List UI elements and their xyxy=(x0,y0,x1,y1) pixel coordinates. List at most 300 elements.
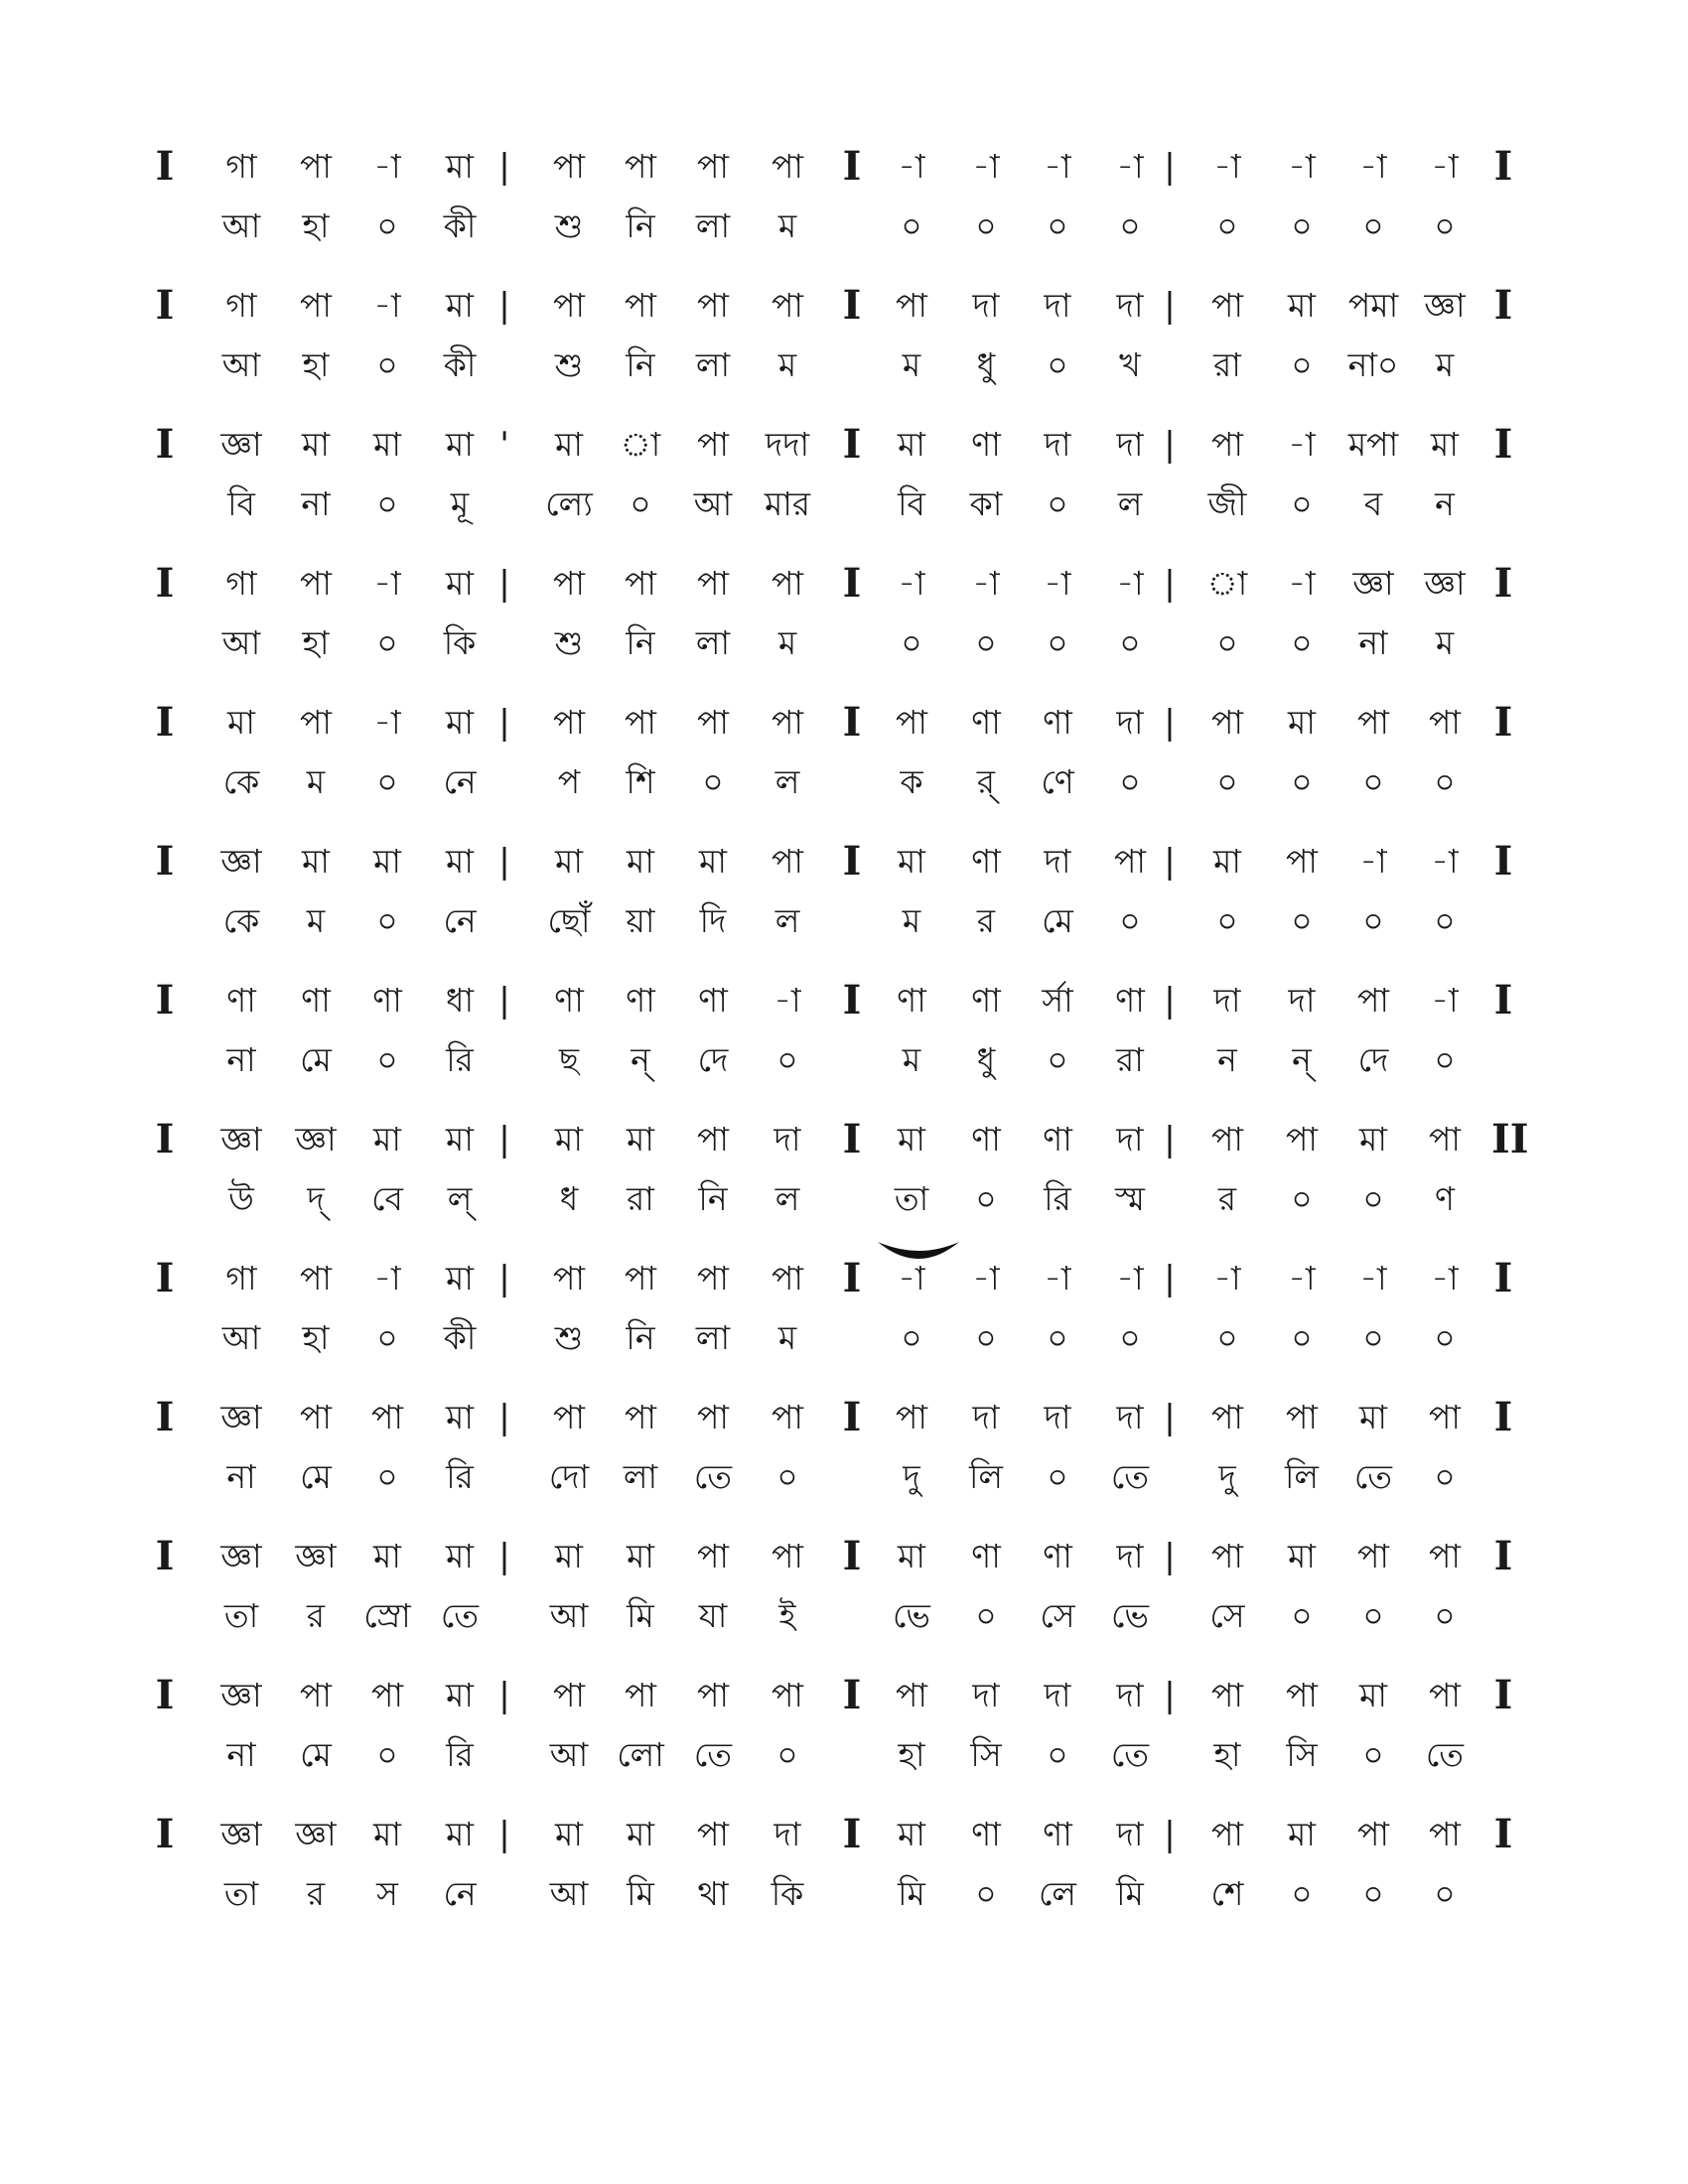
lyric-syllable: লা xyxy=(695,345,731,384)
lyric-syllable: প xyxy=(557,762,581,801)
swara-note: পা xyxy=(553,1259,585,1297)
lyric-syllable: ম xyxy=(306,762,326,801)
lyric-syllable: মে xyxy=(1042,901,1073,940)
lyric-syllable: মূ xyxy=(450,484,470,523)
lyric-syllable: ম xyxy=(902,1040,921,1079)
lyric-syllable: লা xyxy=(695,623,731,662)
section-bar: I xyxy=(155,1255,175,1301)
swara-note: পা xyxy=(1211,1676,1243,1714)
beat-bar: | xyxy=(1164,1537,1176,1576)
section-bar: I xyxy=(155,1394,175,1440)
swara-note: পা xyxy=(896,703,927,742)
swara-note: মা xyxy=(627,1815,654,1853)
lyric-syllable: ০ xyxy=(1362,206,1384,245)
swara-note: মা xyxy=(555,1120,583,1159)
swara-note: পা xyxy=(697,147,729,186)
swara-note: মা xyxy=(446,1676,474,1714)
swara-note: -া xyxy=(1044,147,1071,186)
lyric-syllable: ০ xyxy=(975,1596,997,1635)
notation-line xyxy=(0,699,1688,832)
lyric-syllable: ০ xyxy=(1362,762,1384,801)
lyric-syllable: তা xyxy=(894,1179,929,1218)
swara-note: দা xyxy=(972,1398,1000,1436)
notation-line xyxy=(0,421,1688,554)
swara-note: দা xyxy=(972,1676,1000,1714)
swara-note: পা xyxy=(697,286,729,325)
swara-note: পা xyxy=(1357,703,1389,742)
lyric-syllable: তে xyxy=(1353,1457,1393,1496)
lyric-syllable: মি xyxy=(1116,1874,1144,1913)
swara-note: -া xyxy=(1116,1259,1144,1297)
lyric-syllable: ০ xyxy=(1434,762,1456,801)
swara-note: ধা xyxy=(445,981,475,1020)
swara-note: পা xyxy=(1429,1676,1461,1714)
lyric-syllable: তে xyxy=(1425,1735,1465,1774)
swara-note: পা xyxy=(553,147,585,186)
section-bar: I xyxy=(1493,143,1513,190)
section-bar: I xyxy=(155,838,175,885)
lyric-syllable: বি xyxy=(898,484,925,523)
lyric-syllable: র xyxy=(306,1874,326,1913)
swara-note: মা xyxy=(1213,842,1241,881)
lyric-syllable: রা xyxy=(1213,345,1241,384)
lyric-syllable: নি xyxy=(626,623,655,662)
beat-bar: | xyxy=(498,1537,510,1576)
lyric-syllable: ০ xyxy=(1362,901,1384,940)
swara-note: -া xyxy=(1044,1259,1071,1297)
section-bar: I xyxy=(155,560,175,607)
swara-note: ণা xyxy=(626,981,655,1020)
lyric-syllable: তে xyxy=(1110,1735,1150,1774)
section-bar: I xyxy=(842,143,862,190)
lyric-syllable: নে xyxy=(443,1874,477,1913)
lyric-syllable: কি xyxy=(443,623,477,662)
swara-note: মা xyxy=(1288,1537,1316,1575)
lyric-syllable: ০ xyxy=(376,206,398,245)
swara-note: পা xyxy=(1429,1815,1461,1853)
lyric-syllable: হা xyxy=(302,623,330,662)
swara-note: পা xyxy=(896,1398,927,1436)
lyric-syllable: ০ xyxy=(1291,1179,1313,1218)
swara-note: মা xyxy=(446,1259,474,1297)
beat-bar: | xyxy=(1164,1398,1176,1437)
swara-note: মা xyxy=(898,425,925,464)
lyric-syllable: ধু xyxy=(976,345,996,384)
section-bar: I xyxy=(155,143,175,190)
swara-note: মা xyxy=(446,286,474,325)
lyric-syllable: আ xyxy=(549,1874,589,1913)
section-bar: I xyxy=(1493,1255,1513,1301)
swara-note: পা xyxy=(553,564,585,603)
swara-note: পা xyxy=(300,1398,332,1436)
swara-note: ণা xyxy=(372,981,402,1020)
swara-note: পা xyxy=(625,286,656,325)
lyric-syllable: র xyxy=(306,1596,326,1635)
lyric-syllable: ০ xyxy=(1047,1040,1068,1079)
lyric-syllable: ধু xyxy=(976,1040,996,1079)
lyric-syllable: রা xyxy=(627,1179,654,1218)
swara-note: পা xyxy=(1429,1120,1461,1159)
lyric-syllable: ০ xyxy=(1216,1318,1238,1357)
notation-line xyxy=(0,1255,1688,1388)
lyric-syllable: নি xyxy=(626,206,655,245)
lyric-syllable: দে xyxy=(697,1040,729,1079)
lyric-syllable: না xyxy=(226,1040,256,1079)
lyric-syllable: ০ xyxy=(1362,1874,1384,1913)
lyric-syllable: ব xyxy=(1363,484,1383,523)
section-bar: I xyxy=(155,1811,175,1857)
swara-note: ণা xyxy=(971,842,1001,881)
beat-bar: | xyxy=(498,1815,510,1854)
beat-bar: | xyxy=(498,147,510,187)
lyric-syllable: ম xyxy=(1435,623,1455,662)
lyric-syllable: ০ xyxy=(376,1735,398,1774)
swara-note: পা xyxy=(1286,1676,1318,1714)
lyric-syllable: ০ xyxy=(1047,206,1068,245)
swara-note: পা xyxy=(625,1676,656,1714)
section-bar: I xyxy=(842,421,862,468)
swara-note: পা xyxy=(300,703,332,742)
lyric-syllable: সে xyxy=(1209,1596,1245,1635)
swara-note: পা xyxy=(553,286,585,325)
beat-bar: | xyxy=(1164,147,1176,187)
lyric-syllable: ল xyxy=(774,901,800,940)
section-bar: I xyxy=(1493,1672,1513,1718)
swara-note: -া xyxy=(1213,1259,1241,1297)
lyric-syllable: ম xyxy=(902,901,921,940)
beat-bar: | xyxy=(1164,1120,1176,1160)
section-bar: I xyxy=(1493,699,1513,746)
swara-note: পা xyxy=(772,1398,803,1436)
lyric-syllable: ০ xyxy=(1047,1457,1068,1496)
swara-note: র্সা xyxy=(1042,981,1073,1020)
beat-bar: | xyxy=(498,1676,510,1715)
lyric-syllable: নে xyxy=(443,762,477,801)
swara-note: -া xyxy=(1431,842,1459,881)
swara-note: জ্ঞা xyxy=(220,842,262,881)
slur-mark xyxy=(874,1236,963,1272)
lyric-syllable: ০ xyxy=(376,1040,398,1079)
swara-note: পা xyxy=(300,286,332,325)
lyric-syllable: স্রো xyxy=(363,1596,411,1635)
lyric-syllable: ল xyxy=(774,1179,800,1218)
beat-bar: | xyxy=(1164,981,1176,1021)
lyric-syllable: দ্ xyxy=(307,1179,325,1218)
lyric-syllable: ০ xyxy=(1216,206,1238,245)
lyric-syllable: ০ xyxy=(1291,1318,1313,1357)
swara-note: ণা xyxy=(226,981,256,1020)
swara-note: -া xyxy=(898,1259,925,1297)
section-bar: I xyxy=(842,1255,862,1301)
swara-note: ণা xyxy=(554,981,584,1020)
lyric-syllable: ০ xyxy=(1119,623,1141,662)
lyric-syllable: ০ xyxy=(376,623,398,662)
section-bar: I xyxy=(842,977,862,1024)
lyric-syllable: না xyxy=(1358,623,1388,662)
lyric-syllable: ০ xyxy=(1216,762,1238,801)
lyric-syllable: ম xyxy=(777,623,797,662)
lyric-syllable: মি xyxy=(898,1874,925,1913)
lyric-syllable: ন xyxy=(1217,1040,1237,1079)
lyric-syllable: র xyxy=(1217,1179,1237,1218)
lyric-syllable: ম xyxy=(306,901,326,940)
lyric-syllable: লি xyxy=(968,1457,1004,1496)
swara-note: জ্ঞা xyxy=(1352,564,1394,603)
swara-note: দা xyxy=(1116,286,1144,325)
lyric-syllable: ক xyxy=(900,762,923,801)
lyric-syllable: র xyxy=(976,901,996,940)
swara-note: জ্ঞা xyxy=(220,1398,262,1436)
lyric-syllable: ০ xyxy=(975,1179,997,1218)
swara-note: পা xyxy=(625,1259,656,1297)
swara-note: -া xyxy=(373,564,401,603)
lyric-syllable: দো xyxy=(548,1457,590,1496)
swara-note: দা xyxy=(1116,1120,1144,1159)
lyric-syllable: ০ xyxy=(1291,623,1313,662)
section-bar: I xyxy=(842,838,862,885)
lyric-syllable: ০ xyxy=(630,484,651,523)
swara-note: দা xyxy=(1116,703,1144,742)
swara-note: মা xyxy=(302,425,330,464)
section-bar: I xyxy=(1493,1394,1513,1440)
section-bar: I xyxy=(842,282,862,329)
swara-note: পা xyxy=(1286,1398,1318,1436)
notation-line xyxy=(0,1672,1688,1805)
lyric-syllable: ০ xyxy=(1291,762,1313,801)
beat-bar: | xyxy=(498,703,510,743)
lyric-syllable: আ xyxy=(693,484,733,523)
swara-note: পা xyxy=(300,1259,332,1297)
lyric-syllable: ০ xyxy=(975,1318,997,1357)
beat-bar: ' xyxy=(499,425,509,465)
section-bar: I xyxy=(1493,421,1513,468)
swara-note: মা xyxy=(1288,1815,1316,1853)
swara-note: পা xyxy=(1429,1398,1461,1436)
lyric-syllable: লা xyxy=(695,1318,731,1357)
lyric-syllable: বে xyxy=(371,1179,403,1218)
lyric-syllable: হা xyxy=(898,1735,925,1774)
swara-note: পা xyxy=(1357,1537,1389,1575)
swara-note: ণা xyxy=(301,981,331,1020)
lyric-syllable: সি xyxy=(1286,1735,1318,1774)
swara-note: -া xyxy=(1288,147,1316,186)
lyric-syllable: ০ xyxy=(1119,206,1141,245)
swara-note: মা xyxy=(446,425,474,464)
lyric-syllable: কে xyxy=(222,901,260,940)
swara-note: পা xyxy=(1211,703,1243,742)
swara-note: পা xyxy=(772,842,803,881)
section-bar: I xyxy=(842,560,862,607)
lyric-syllable: ন্ xyxy=(631,1040,650,1079)
swara-note: পা xyxy=(772,703,803,742)
swara-note: দা xyxy=(1044,842,1071,881)
beat-bar: | xyxy=(498,1398,510,1437)
swara-note: ণা xyxy=(971,1120,1001,1159)
notation-line xyxy=(0,1533,1688,1666)
swara-note: -া xyxy=(1213,147,1241,186)
lyric-syllable: য়া xyxy=(626,901,655,940)
lyric-syllable: ০ xyxy=(901,623,922,662)
lyric-syllable: ০ xyxy=(1291,484,1313,523)
lyric-syllable: ০ xyxy=(1291,206,1313,245)
lyric-syllable: শি xyxy=(626,762,655,801)
lyric-syllable: ০ xyxy=(1119,762,1141,801)
lyric-syllable: ০ xyxy=(975,623,997,662)
lyric-syllable: ০ xyxy=(1119,1318,1141,1357)
swara-note: পা xyxy=(300,564,332,603)
lyric-syllable: শু xyxy=(554,345,584,384)
beat-bar: | xyxy=(498,981,510,1021)
swara-note: দা xyxy=(1116,1537,1144,1575)
swara-note: পা xyxy=(1286,842,1318,881)
swara-note: পা xyxy=(772,564,803,603)
swara-note: -া xyxy=(1288,425,1316,464)
swara-note: া xyxy=(1206,564,1248,603)
lyric-syllable: মে xyxy=(300,1040,332,1079)
beat-bar: | xyxy=(498,286,510,326)
section-bar: II xyxy=(1491,1116,1529,1162)
beat-bar: | xyxy=(1164,1676,1176,1715)
section-bar: I xyxy=(155,699,175,746)
swara-note: দা xyxy=(1116,1815,1144,1853)
swara-note: পা xyxy=(697,425,729,464)
lyric-syllable: আ xyxy=(221,345,261,384)
swara-note: -া xyxy=(1359,842,1387,881)
lyric-syllable: ০ xyxy=(1047,1318,1068,1357)
beat-bar: | xyxy=(498,1120,510,1160)
lyric-syllable: কী xyxy=(443,206,477,245)
lyric-syllable: মার xyxy=(764,484,811,523)
lyric-syllable: ম xyxy=(902,345,921,384)
swara-note: পা xyxy=(625,703,656,742)
lyric-syllable: ণ xyxy=(1435,1179,1455,1218)
section-bar: I xyxy=(842,1533,862,1579)
swara-note: পা xyxy=(697,1537,729,1575)
lyric-syllable: উ xyxy=(228,1179,254,1218)
swara-note: ণা xyxy=(971,1537,1001,1575)
swara-note: পা xyxy=(300,147,332,186)
lyric-syllable: ০ xyxy=(376,484,398,523)
lyric-syllable: ০ xyxy=(1434,206,1456,245)
lyric-syllable: ০ xyxy=(376,345,398,384)
lyric-syllable: তে xyxy=(693,1457,733,1496)
beat-bar: | xyxy=(1164,1259,1176,1298)
lyric-syllable: ০ xyxy=(1119,901,1141,940)
lyric-syllable: ম xyxy=(777,345,797,384)
swara-note: দা xyxy=(774,1815,801,1853)
swara-note: ণা xyxy=(1043,1537,1072,1575)
lyric-syllable: ০ xyxy=(1291,345,1313,384)
lyric-syllable: কি xyxy=(771,1874,804,1913)
lyric-syllable: ০ xyxy=(1291,1874,1313,1913)
swara-note: পা xyxy=(772,286,803,325)
lyric-syllable: ০ xyxy=(901,1318,922,1357)
swara-note: পা xyxy=(697,1259,729,1297)
lyric-syllable: ০ xyxy=(702,762,724,801)
section-bar: I xyxy=(842,1811,862,1857)
lyric-syllable: স্ম xyxy=(1115,1179,1145,1218)
notation-line xyxy=(0,1394,1688,1527)
swara-note: মা xyxy=(555,1537,583,1575)
swara-note: মা xyxy=(1359,1398,1387,1436)
lyric-syllable: স xyxy=(376,1874,398,1913)
swara-note: মা xyxy=(1288,703,1316,742)
lyric-syllable: ণে xyxy=(1041,762,1074,801)
swara-note: মা xyxy=(1288,286,1316,325)
lyric-syllable: ল্যে xyxy=(545,484,593,523)
lyric-syllable: ম xyxy=(777,1318,797,1357)
lyric-syllable: সি xyxy=(970,1735,1002,1774)
swara-note: পা xyxy=(772,1676,803,1714)
lyric-syllable: না xyxy=(226,1735,256,1774)
beat-bar: | xyxy=(1164,286,1176,326)
notation-line xyxy=(0,560,1688,693)
lyric-syllable: ০ xyxy=(1434,1874,1456,1913)
swara-note: ণা xyxy=(1043,703,1072,742)
lyric-syllable: তে xyxy=(693,1735,733,1774)
swara-note: জ্ঞা xyxy=(220,1537,262,1575)
swara-note: ণা xyxy=(971,981,1001,1020)
beat-bar: | xyxy=(1164,842,1176,882)
swara-note: জ্ঞা xyxy=(220,1676,262,1714)
lyric-syllable: ০ xyxy=(1291,901,1313,940)
lyric-syllable: নি xyxy=(626,1318,655,1357)
lyric-syllable: ০ xyxy=(901,206,922,245)
beat-bar: | xyxy=(498,842,510,882)
swara-note: মা xyxy=(373,842,401,881)
swara-note: -া xyxy=(1116,564,1144,603)
lyric-syllable: নি xyxy=(698,1179,728,1218)
swara-note: দা xyxy=(1044,1398,1071,1436)
lyric-syllable: লা xyxy=(695,206,731,245)
swara-note: মা xyxy=(446,1815,474,1853)
swara-note: পা xyxy=(553,703,585,742)
lyric-syllable: খ xyxy=(1119,345,1141,384)
lyric-syllable: ন্ xyxy=(1292,1040,1312,1079)
lyric-syllable: ল্ xyxy=(447,1179,473,1218)
section-bar: I xyxy=(1493,1533,1513,1579)
swara-note: মা xyxy=(627,1537,654,1575)
section-bar: I xyxy=(155,1533,175,1579)
lyric-syllable: ০ xyxy=(376,762,398,801)
swara-note: -া xyxy=(1431,147,1459,186)
lyric-syllable: আ xyxy=(221,1318,261,1357)
section-bar: I xyxy=(1493,1811,1513,1857)
lyric-syllable: ০ xyxy=(1047,1735,1068,1774)
swara-note: -া xyxy=(1431,981,1459,1020)
swara-note: মা xyxy=(898,1537,925,1575)
lyric-syllable: নে xyxy=(443,901,477,940)
swara-note: পা xyxy=(697,564,729,603)
beat-bar: | xyxy=(498,564,510,604)
swara-note: মা xyxy=(446,703,474,742)
swara-note: পা xyxy=(300,1676,332,1714)
swara-note: -া xyxy=(1431,1259,1459,1297)
swara-note: -া xyxy=(373,147,401,186)
swara-note: পা xyxy=(625,564,656,603)
lyric-syllable: আ xyxy=(549,1735,589,1774)
lyric-syllable: না xyxy=(226,1457,256,1496)
lyric-syllable: ০ xyxy=(975,206,997,245)
lyric-syllable: ০ xyxy=(1362,1179,1384,1218)
swara-note: পা xyxy=(1114,842,1146,881)
swara-note: গা xyxy=(225,286,257,325)
swara-note: পা xyxy=(896,286,927,325)
notation-line xyxy=(0,1116,1688,1249)
swara-note: মা xyxy=(373,1815,401,1853)
swara-note: -া xyxy=(1359,147,1387,186)
lyric-syllable: রা xyxy=(1116,1040,1144,1079)
